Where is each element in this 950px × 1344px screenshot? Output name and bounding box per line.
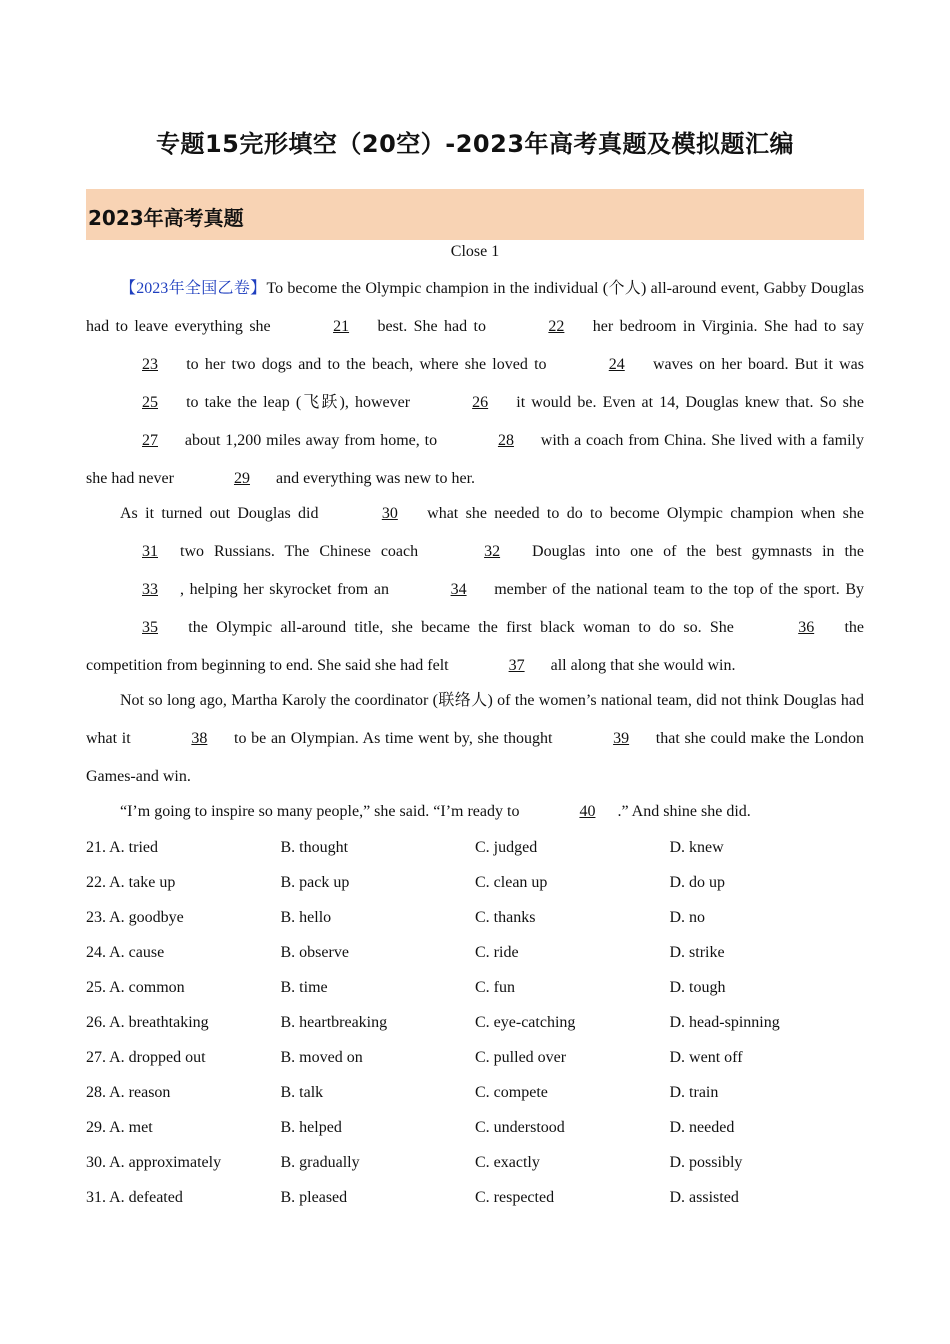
section-header: [86, 189, 864, 240]
blank-39: 39: [613, 730, 630, 747]
option-c: C. exactly: [475, 1153, 540, 1171]
option-d: D. no: [669, 908, 706, 926]
option-a: 25. A. common: [86, 978, 185, 996]
blank-32: 32: [484, 543, 501, 560]
option-c: C. fun: [475, 978, 515, 996]
option-c: C. thanks: [475, 908, 536, 926]
option-d: D. strike: [669, 943, 725, 961]
option-b: B. pack up: [280, 873, 350, 891]
option-d: D. assisted: [669, 1188, 739, 1206]
options-list: [86, 830, 864, 1215]
option-b: B. pleased: [280, 1188, 348, 1206]
option-b: B. heartbreaking: [280, 1013, 388, 1031]
option-d: D. tough: [669, 978, 726, 996]
option-b: B. hello: [280, 908, 332, 926]
option-row: [86, 1040, 864, 1075]
blank-28: 28: [497, 432, 514, 449]
paragraph-4: “I’m going to inspire so many people,” she said. “I’m ready to 40 .” And shine she did.: [86, 793, 864, 831]
option-a: 26. A. breathtaking: [86, 1013, 209, 1031]
section-title: 2023年高考真题: [88, 206, 244, 230]
blank-31: 31: [142, 543, 158, 560]
option-c: C. understood: [475, 1118, 565, 1136]
option-a: 27. A. dropped out: [86, 1048, 206, 1066]
blank-27: 27: [142, 432, 158, 449]
option-row: [86, 1145, 864, 1180]
blank-24: 24: [608, 356, 625, 373]
option-c: C. compete: [475, 1083, 548, 1101]
option-a: 30. A. approximately: [86, 1153, 222, 1171]
option-row: [86, 1180, 864, 1215]
option-row: [86, 970, 864, 1005]
option-d: D. knew: [669, 838, 724, 856]
blank-33: 33: [142, 581, 158, 598]
option-a: 24. A. cause: [86, 943, 165, 961]
option-row: [86, 1110, 864, 1145]
blank-34: 34: [450, 581, 467, 598]
option-d: D. head-spinning: [669, 1013, 780, 1031]
option-row: [86, 865, 864, 900]
option-b: B. thought: [280, 838, 349, 856]
page-title: 专题15完形填空（20空）-2023年高考真题及模拟题汇编: [155, 130, 795, 158]
option-d: D. possibly: [669, 1153, 743, 1171]
option-c: C. clean up: [475, 873, 548, 891]
passage: [86, 270, 864, 828]
option-d: D. do up: [669, 873, 726, 891]
blank-36: 36: [798, 619, 815, 636]
option-d: D. train: [669, 1083, 719, 1101]
option-d: D. needed: [669, 1118, 735, 1136]
blank-22: 22: [548, 318, 565, 335]
blank-25: 25: [142, 394, 158, 411]
blank-38: 38: [191, 730, 208, 747]
option-row: [86, 935, 864, 970]
blank-26: 26: [472, 394, 489, 411]
option-b: B. observe: [280, 943, 349, 961]
option-c: C. respected: [475, 1188, 555, 1206]
option-c: C. pulled over: [475, 1048, 567, 1066]
blank-30: 30: [381, 505, 398, 522]
option-a: 29. A. met: [86, 1118, 153, 1136]
option-b: B. time: [280, 978, 328, 996]
paragraph-3: Not so long ago, Martha Karoly the coordinator (联络人) of the women’s national team, did not think Douglas had what it 38 to be an Olympian. As time went by, she thought 39 that she could make the London Games-and win.: [86, 692, 865, 785]
option-a: 28. A. reason: [86, 1083, 171, 1101]
option-a: 31. A. defeated: [86, 1188, 183, 1206]
source-tag: 【2023年全国乙卷】: [120, 280, 267, 297]
blank-35: 35: [142, 619, 158, 636]
option-b: B. helped: [280, 1118, 342, 1136]
option-a: 23. A. goodbye: [86, 908, 184, 926]
option-c: C. ride: [475, 943, 519, 961]
paragraph-2: As it turned out Douglas did 30 what she needed to do to become Olympic champion when she 31 two Russians. The Chinese coach 32 Douglas into one of the best gymnasts in the 33 , helping her skyrocket from an 34 member of the national team to the top of the sport. By 35 the Olympic all-around title, she became the first black woman to do so. She 36 the competition from beginning to end. She said she had felt 37 all along that she would win.: [86, 495, 864, 685]
paragraph-1: 【2023年全国乙卷】To become the Olympic champion in the individual (个人) all-around event, Gabby Douglas had to leave everything she 21 best. She had to 22 her bedroom in Virginia. She had to say 23 to her two dogs and to the beach, where she loved to 24 waves on her board. But it was 25 to take the leap (飞跃), however 26 it would be. Even at 14, Douglas knew that. So she 27 about 1,200 miles away from home, to 28 with a coach from China. She lived with a family she had never 29 and everything was new to her.: [86, 270, 864, 498]
option-row: [86, 1005, 864, 1040]
option-a: 21. A. tried: [86, 838, 158, 856]
blank-29: 29: [233, 470, 250, 487]
option-row: [86, 1075, 864, 1110]
option-b: B. talk: [280, 1083, 324, 1101]
option-b: B. gradually: [280, 1153, 360, 1171]
option-b: B. moved on: [280, 1048, 363, 1066]
option-c: C. judged: [475, 838, 538, 856]
blank-23: 23: [142, 356, 158, 373]
blank-37: 37: [508, 657, 525, 674]
option-row: [86, 830, 864, 865]
cloze-title: Close 1: [450, 243, 500, 260]
option-c: C. eye-catching: [475, 1013, 576, 1031]
option-d: D. went off: [669, 1048, 743, 1066]
blank-21: 21: [333, 318, 350, 335]
blank-40: 40: [579, 803, 596, 820]
option-row: [86, 900, 864, 935]
option-a: 22. A. take up: [86, 873, 176, 891]
